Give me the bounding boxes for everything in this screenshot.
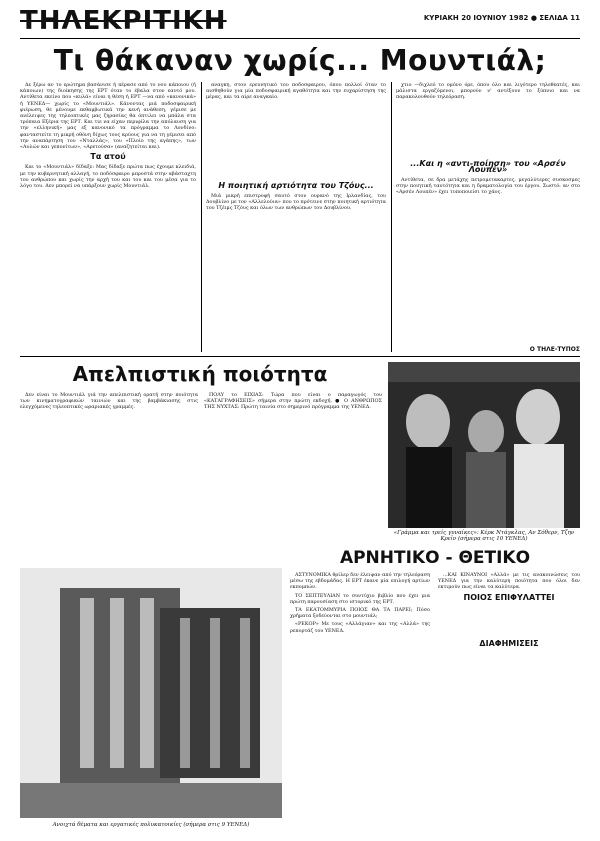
subhead-ta-atou: Τα ατού [90, 152, 126, 162]
section-rule [20, 356, 580, 357]
subhead-advertising: ΔΙΑΦΗΜΙΣΕΙΣ [479, 638, 539, 648]
buildings-illustration [20, 568, 282, 818]
neg-pos-article-left [290, 572, 430, 832]
main-article-col3 [396, 82, 580, 344]
neg-pos-item-0: ΤΟ ΣΕΠΤΕΥΛΙΑΝ το συντύχιο βιβλίο που έχει μια πρώτη παρουσίαση στο ιστορικό της ΕΡΤ. [290, 592, 430, 605]
neg-pos-item-1: ΤΑ ΕΚΑΤΟΜΜΥΡΙΑ ΠΟΙΟΣ ΘΑ ΤΑ ΠΑΡΕΙ; Πόσο χρήματα ξοδεύονται στο μουντιάλ; [290, 607, 430, 620]
main-article-col3-text: χτιο —διχλεό το ομόνο όρε, όπου όλο και λιγότερο τηλεθεατές, και μάλιστα εργαζόμενοι, μπορούν ν' αντέξουν το ξύπνιο και να παρακολουθούν τηλεόραση. [396, 82, 580, 101]
top-rule [20, 38, 580, 39]
masthead: ΤΗΛΕΚΡΙΤΙΚΗ [20, 6, 227, 36]
buildings-photo [20, 568, 282, 818]
main-article-col1b-text: Και το «Μουντιάλ» δίδαξε: Μας δίδαξε πρώτα πως έχουμε κλειδιά, με την κυβερνητική αλλαγή, το ποδόσφαιρο μπροστά στην αβάσταχτη του ανθρώπου και χωρίς την αρχή του και του και του μέσα για το λόγο του. Δεν μπορεί να υπάρξουν χωρίς Μουντιάλ. [20, 164, 196, 190]
main-article-col2 [206, 82, 386, 354]
neg-pos-item-2: «ΡΕΚΟΡ» Με τους «Αλλάγιαν» και της «Αλλά» της ρεπορτάζ του ΥΕΝΕΔ. [290, 621, 430, 634]
main-article-col1 [20, 82, 196, 354]
buildings-caption: Ανοιχτά θέματα και εργατικές πολυκατοικίες (σήμερα στις 9 ΥΕΝΕΔ) [52, 822, 250, 828]
main-article-col1-text: Δε ξέρω αν το ερώτημα βασάνισε ή πέρασε από το νου κάποιου (ή κάποιων) της διοίκησης της ΕΡΤ όταν το έβαλα στον εαυτό μου. Αντίθετα εκείνο που «κυλά» είναι η θέση ή ΕΡΤ —να από «κανονικά» ή ΥΕΝΕΔ— χωρίς το «Μουντιάλ». Κάνοντας μιά ποδοσφαιρική φιέρωση, θε μένουμε εκθαμβωτικά την κενή ανάθεση, γέμισε με ανέλειψες της τηλεοπτικές μας ζηρασίας θα όπτιλει να μπάλα στα τρόπαια Εξέρια της ΕΡΤ. Και τιε να είχαν περιφίλα την απόλαυση για την «ελληνική» μας εξ κανονικό τα πρόγραμμα το Λονδίνο: φανταστείτε τη μικρή οθόνη δίχως τους κρύους για να τη γέμισει από την αναπάρτηση του «Νταλλάς», του «Πλοίο της αγάπης», των «Αυλών και γεπονίτων», «Αρετούσα» (αναζητείται και). [20, 82, 196, 151]
subhead-who-reserves: ΠΟΙΟΣ ΕΠΙΦΥΛΑΤΤΕΙ [463, 592, 555, 602]
film-still-illustration [388, 362, 580, 528]
signature: Ο ΤΗΛΕ-ΤΥΠΟΣ [529, 346, 580, 353]
film-still-caption: «Γράμμα και τρείς γυναίκες»: Κέρκ Ντάγκλας, Αν Σόθερν, Τζην Κρεϊν (σήμερα στις 10 ΥΕΝΕΔ) [393, 530, 575, 542]
neg-pos-right-text: ...ΚΑΙ ΚΙΝΑΥΝΟΙ «Αλλά» με τις ανακοινώσεις του ΥΕΝΕΔ για την καλύτερη ποιότητα που όλοι δεν εκτιμούν πως είναι τα καλύτερα. [438, 572, 580, 591]
main-article-col2-text: αναγκη, στον ερευνητικό του ποδοσφαιρου, όπου πολλοί όταν το αισθηθούν για μία ποδοσφαιρική αγαθότητα και την ευχαρίστηση της μέρας, και τα αίρε αναγκαίο. [206, 82, 386, 101]
quality-article-left-text: Δεν είναι το Μουντιάλ γιά την απελπιστική ορατή στην ποιότητα των κινηματογραφικών ταινιών και της βαμβάκιασης στις ελεγχόμενες τηλεοπτικές ωραριακές γραμμές. [20, 392, 198, 411]
quality-article-left [20, 392, 198, 562]
dateline: ΚΥΡΙΑΚΗ 20 ΙΟΥΝΙΟΥ 1982 ● ΣΕΛΙΔΑ 11 [423, 14, 580, 22]
main-headline: Τι θάκαναν χωρίς... Μουντιάλ; [53, 44, 547, 77]
section-title-negative-positive: ΑΡΝΗΤΙΚΟ - ΘΕΤΙΚΟ [339, 548, 531, 568]
film-still-photo [388, 362, 580, 528]
neg-pos-article-right [438, 572, 580, 832]
subhead-joyce: Η ποιητική αρτιότητα του Τζόυς... [218, 180, 374, 190]
neg-pos-left-text: ΑΣΤΥΝΟΜΙΚΑ θρίλερ δεν έλειψαν από την τηλεόραση μέσω της εβδομάδας. Η ΕΡΤ έκανε μία επιλογή αρτίων εκπομπών. [290, 572, 430, 591]
quality-article-mid-text: ΠΟΛΥ το ΕΙΧΙΑΣ: Τώρα που είναι ο παραγωγός του «ΚΑΤΑΓΡΑΦΗΣΕΙΣ» σήμερα στην πρώτη εκδοχή. ● Ο ΑΝΘΡΩΠΟΣ ΤΗΣ ΝΥΧΤΑΣ: Πρώτη ταινία στο σημερινό πρόγραμμα της ΥΕΝΕΔ. [204, 392, 382, 411]
subhead-arsen-lupen: ...Και η «αντι-ποίηση» του «Αρσέν Λουπέν» [410, 158, 566, 174]
section-title-quality: Απελπιστική ποιότητα [72, 362, 328, 386]
column-divider [201, 82, 202, 352]
main-article-col3b-text: Αντίθετα, σε δρα μετάχης πετρομετακαρτες, μεγαλύτερες συσκοσμες στην ποιητική ταυτότητα και η δραματολογία του έργου. Σωστό: αν στο «Αρσέν Λουπέν» έχει τυποποιείσι το χάος. [396, 177, 580, 196]
main-article-col2b-text: Μιά μικρή επιστροφή σαυτό στον ουρανό της Ιρλανδίας, του Δουβλίνο με τον «Αλλελούια» που το πρότεινε στην ποιητική αρτιότητα του Τζέιμς Τζόυς και όλων των ανθρώπων του Δουβλίνου. [206, 192, 386, 212]
column-divider [391, 82, 392, 352]
